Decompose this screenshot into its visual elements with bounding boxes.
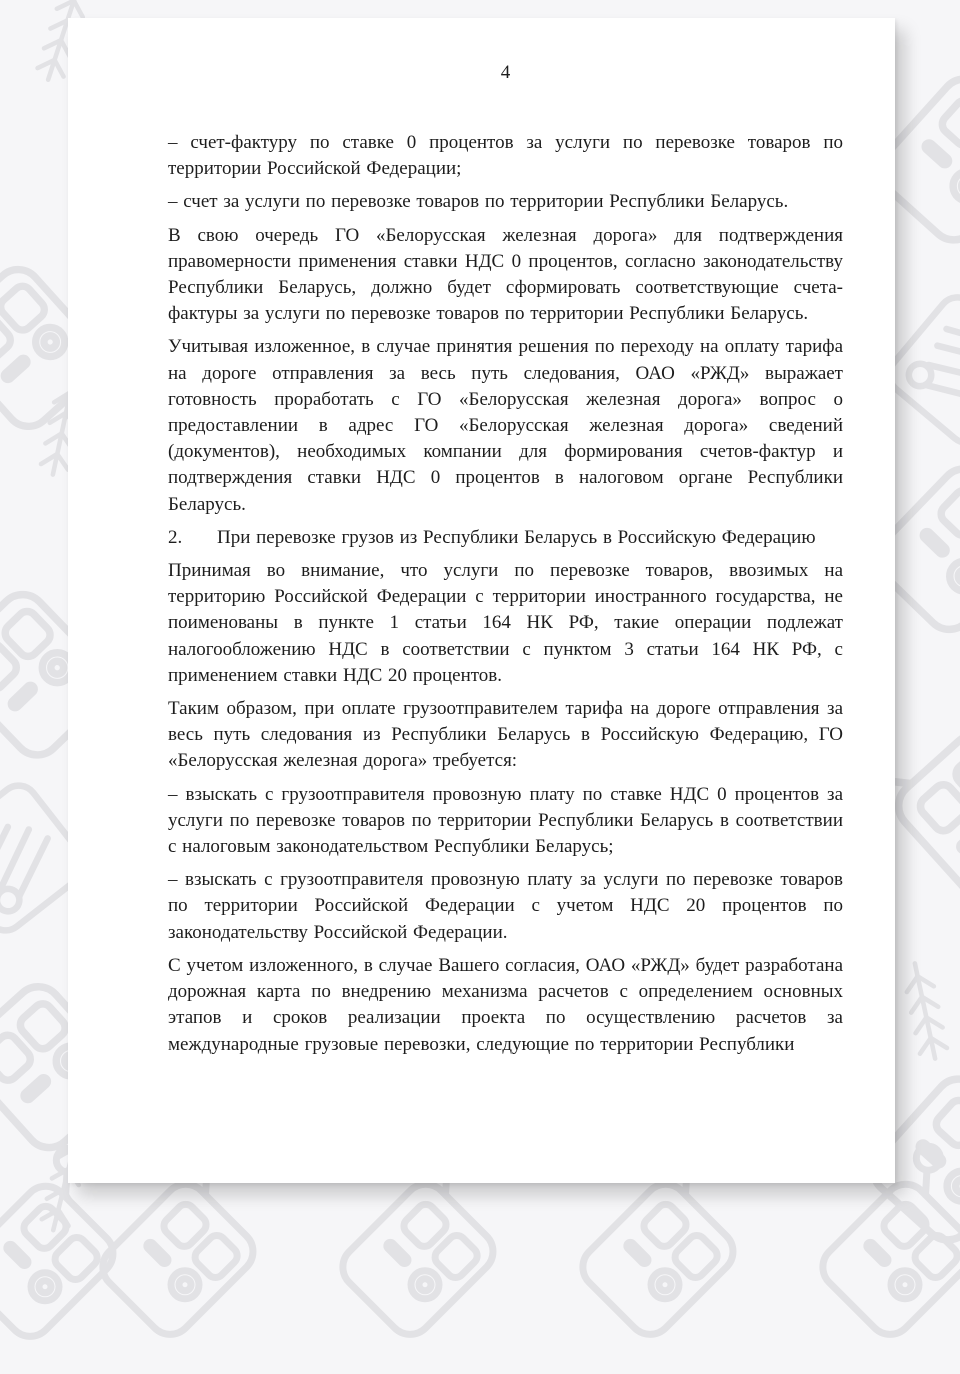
page-number: 4: [500, 62, 511, 83]
paragraph: – взыскать с грузоотправителя провозную плату за услуги по перевозке товаров по территории Российской Федерации с учетом НДС 20 процентов по законодательству Российской Федерации.: [168, 869, 843, 943]
document-page: [68, 18, 895, 1183]
paragraph: В свою очередь ГО «Белорусская железная дорога» для подтверждения правомерности применения ставки НДС 0 процентов, согласно законодательству Республики Беларусь, должно будет сформировать соответствующие счета-фактуры за услуги по перевозке товаров по территории Республики Беларусь.: [168, 224, 843, 325]
paragraph: С учетом изложенного, в случае Вашего согласия, ОАО «РЖД» будет разработана дорожная карта по внедрению механизма расчетов с определением основных этапов и сроков реализации проекта по осуществлению расчетов за международные грузовые перевозки, следующие по территории Республики: [168, 954, 843, 1055]
paragraph: – счет за услуги по перевозке товаров по территории Республики Беларусь.: [168, 191, 789, 213]
paragraph: – взыскать с грузоотправителя провозную плату по ставке НДС 0 процентов за услуги по перевозке товаров по территории Республики Беларусь в соответствии с налоговым законодательством Республики Беларусь;: [168, 783, 843, 858]
list-number: 2.: [168, 526, 183, 548]
document-body: [168, 130, 843, 1058]
numbered-paragraph: 2. При перевозке грузов из Республики Беларусь в Российскую Федерацию: [168, 525, 843, 551]
paragraph: Учитывая изложенное, в случае принятия решения по переходу на оплату тарифа на дороге отправления за весь путь следования, ОАО «РЖД» выражает готовность проработать с ГО «Белорусская железная дорога» вопрос о предоставлении в адрес ГО «Белорусская железная дорога» сведений (документов), необходимых компании для формирования счетов-фактур и подтверждения ставки НДС 0 процентов в налоговом органе Республики Беларусь.: [168, 336, 843, 515]
document-content: [68, 18, 895, 1058]
paragraph: – счет-фактуру по ставке 0 процентов за услуги по перевозке товаров по территории Российской Федерации;: [168, 132, 843, 180]
paragraph: Принимая во внимание, что услуги по перевозке товаров, ввозимых на территорию Российской Федерации с территории иностранного государства, не поименованы в пункте 1 статьи 164 НК РФ, такие операции подлежат налогообложению НДС в соответствии с пунктом 3 статьи 164 НК РФ, с применением ставки НДС 20 процентов.: [168, 560, 843, 686]
paragraph: Таким образом, при оплате грузоотправителем тарифа на дороге отправления за весь путь следования из Республики Беларусь в Российскую Федерацию, ГО «Белорусская железная дорога» требуется:: [168, 698, 843, 772]
